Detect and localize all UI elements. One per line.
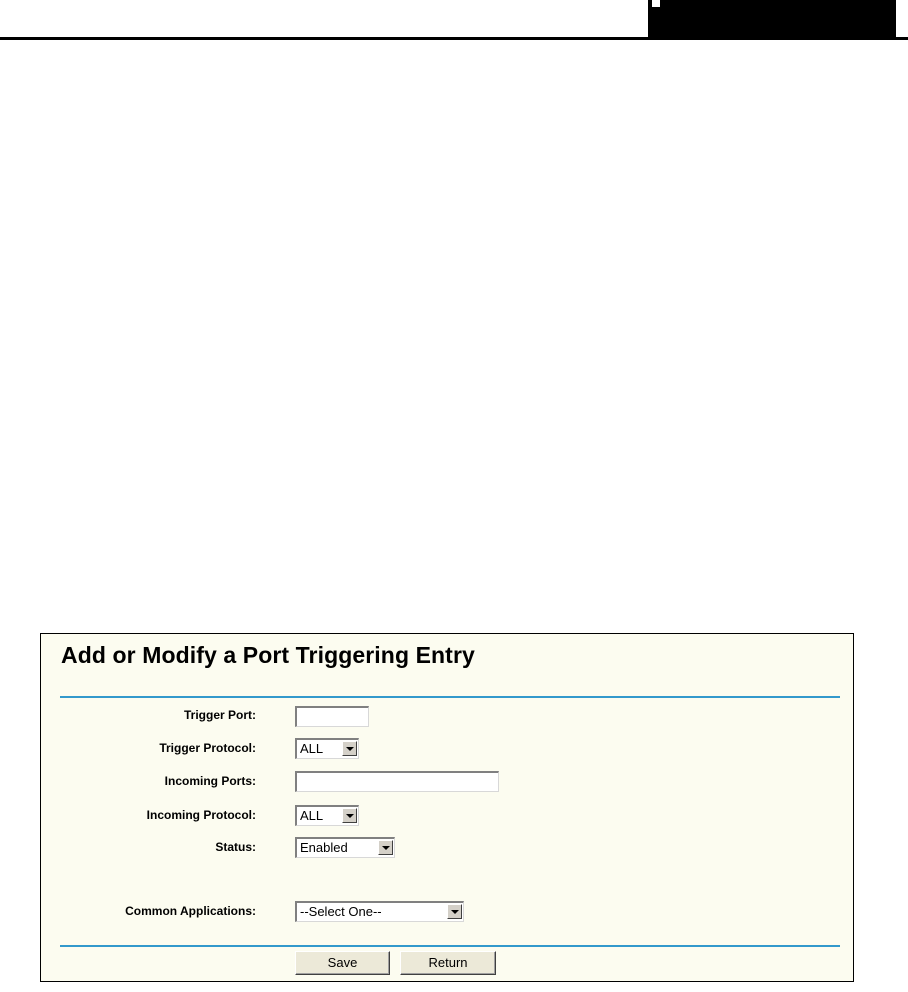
status-select[interactable] — [295, 837, 395, 858]
header-tab — [648, 0, 896, 40]
chevron-down-icon[interactable] — [378, 840, 393, 855]
header-tab-notch — [652, 0, 660, 7]
trigger-port-label: Trigger Port: — [183, 708, 256, 722]
incoming-protocol-select[interactable] — [295, 805, 359, 826]
save-button[interactable]: Save — [295, 951, 390, 975]
chevron-down-icon[interactable] — [447, 904, 462, 919]
trigger-protocol-value: ALL — [300, 741, 324, 756]
trigger-port-input[interactable] — [295, 706, 369, 727]
chevron-down-icon[interactable] — [342, 741, 357, 756]
incoming-protocol-label: Incoming Protocol: — [146, 808, 256, 822]
incoming-ports-input[interactable] — [295, 771, 499, 792]
title-divider — [60, 696, 840, 698]
status-value: Enabled — [300, 840, 348, 855]
trigger-protocol-label: Trigger Protocol: — [159, 741, 256, 755]
header-rule — [0, 37, 908, 40]
trigger-protocol-select[interactable] — [295, 738, 359, 759]
return-button[interactable]: Return — [400, 951, 496, 975]
footer-divider — [60, 945, 840, 947]
chevron-down-icon[interactable] — [342, 808, 357, 823]
incoming-protocol-value: ALL — [300, 808, 324, 823]
common-applications-value: --Select One-- — [300, 904, 382, 919]
common-applications-label: Common Applications: — [125, 904, 256, 918]
port-triggering-panel — [40, 633, 854, 982]
status-label: Status: — [215, 840, 256, 854]
incoming-ports-label: Incoming Ports: — [164, 774, 256, 788]
common-applications-select[interactable] — [295, 901, 464, 922]
page-title: Add or Modify a Port Triggering Entry — [61, 642, 475, 668]
